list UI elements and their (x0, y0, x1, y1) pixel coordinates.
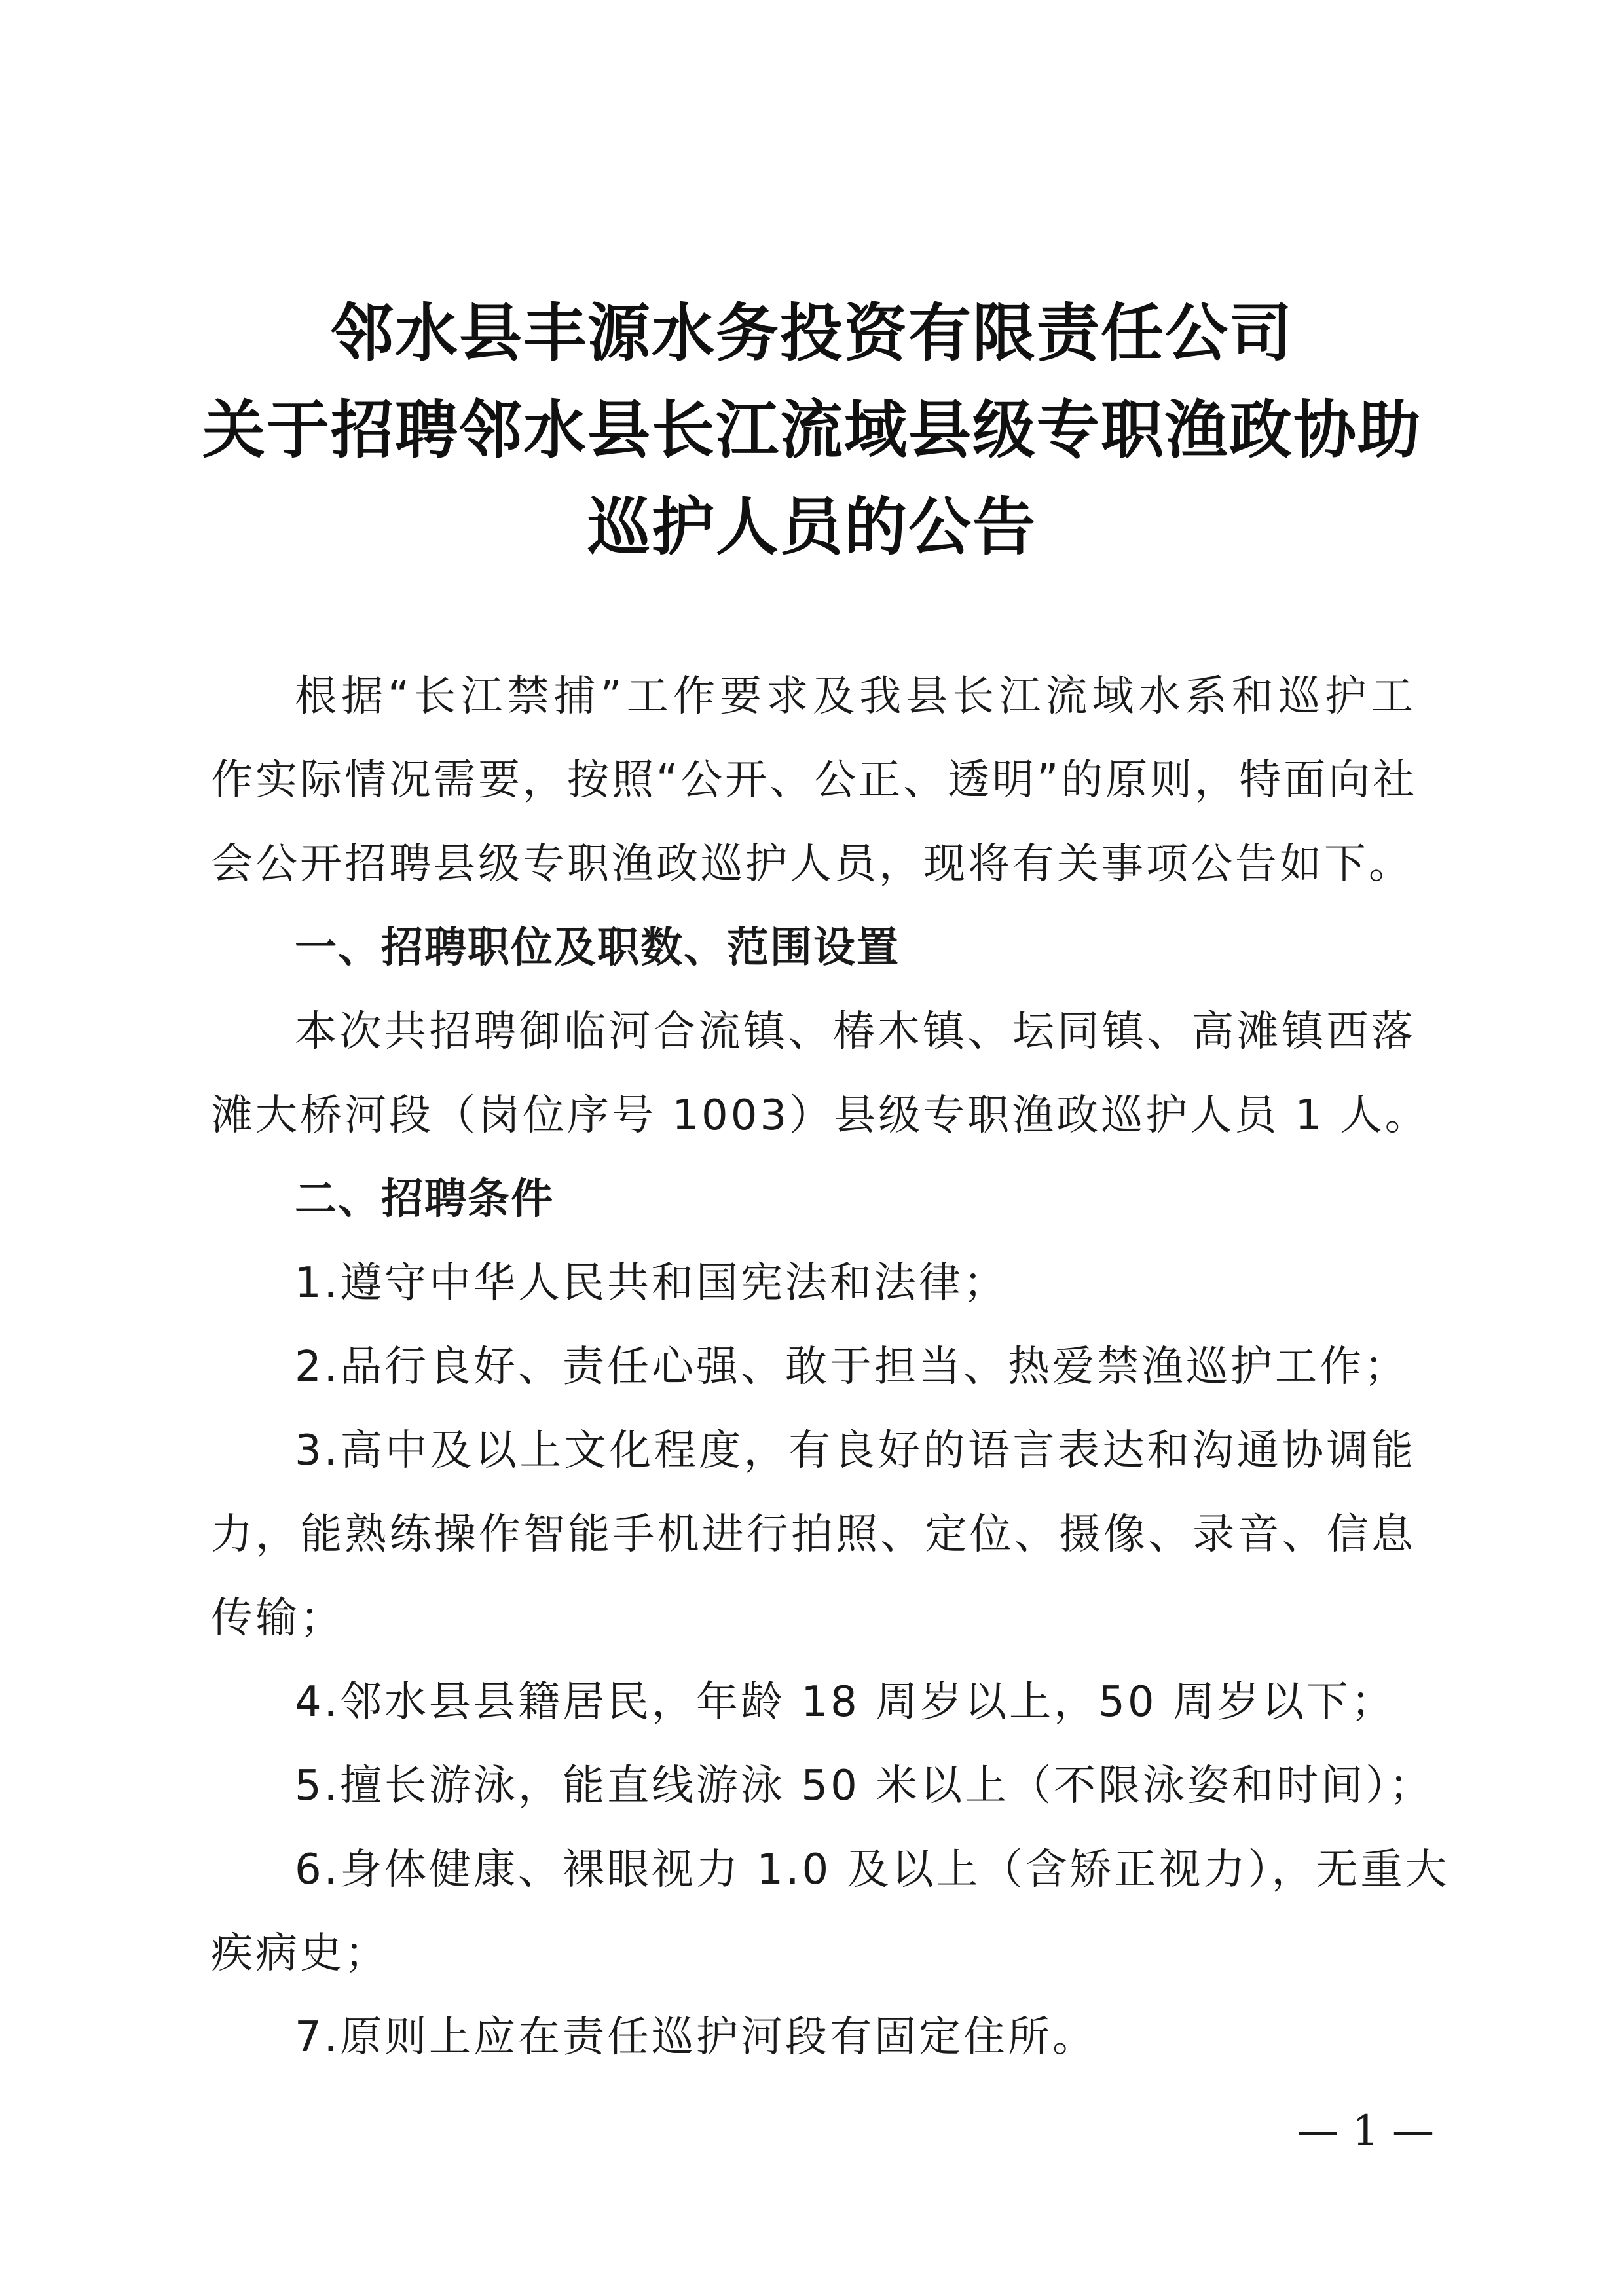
intro-line-3: 会公开招聘县级专职渔政巡护人员，现将有关事项公告如下。 (211, 840, 1413, 888)
condition-item-3-line-3: 传输； (211, 1594, 344, 1643)
condition-item-7: 7.原则上应在责任巡护河段有固定住所。 (295, 2013, 1098, 2062)
section-2-heading: 二、招聘条件 (295, 1175, 554, 1224)
section-1-line-1: 本次共招聘御临河合流镇、椿木镇、坛同镇、高滩镇西落 (295, 1008, 1416, 1056)
condition-item-5: 5.擅长游泳，能直线游泳 50 米以上（不限泳姿和时间）； (295, 1762, 1434, 1810)
document-body (211, 655, 1450, 2079)
title-line-1: 邻水县丰源水务投资有限责任公司 (331, 296, 1293, 370)
page-number: — 1 — (1297, 2107, 1434, 2155)
document-title (0, 285, 1624, 575)
title-line-2: 关于招聘邻水县长江流域县级专职渔政协助 (202, 393, 1422, 467)
condition-item-2: 2.品行良好、责任心强、敢于担当、热爱禁渔巡护工作； (295, 1343, 1409, 1391)
condition-item-4: 4.邻水县县籍居民，年龄 18 周岁以上，50 周岁以下； (295, 1678, 1395, 1726)
condition-item-6-line-2: 疾病史； (211, 1929, 389, 1978)
title-line-3: 巡护人员的公告 (587, 490, 1037, 564)
condition-item-6-line-1: 6.身体健康、裸眼视力 1.0 及以上（含矫正视力），无重大 (295, 1846, 1450, 1894)
condition-item-3-line-1: 3.高中及以上文化程度，有良好的语言表达和沟通协调能 (295, 1427, 1416, 1475)
intro-line-1: 根据“长江禁捕”工作要求及我县长江流域水系和巡护工 (295, 672, 1416, 721)
section-1-heading: 一、招聘职位及职数、范围设置 (295, 924, 900, 972)
condition-item-1: 1.遵守中华人民共和国宪法和法律； (295, 1259, 1008, 1307)
section-1-line-2: 滩大桥河段（岗位序号 1003）县级专职渔政巡护人员 1 人。 (211, 1091, 1430, 1140)
condition-item-3-line-2: 力，能熟练操作智能手机进行拍照、定位、摄像、录音、信息 (211, 1510, 1416, 1559)
intro-line-2: 作实际情况需要，按照“公开、公正、透明”的原则，特面向社 (211, 756, 1418, 805)
